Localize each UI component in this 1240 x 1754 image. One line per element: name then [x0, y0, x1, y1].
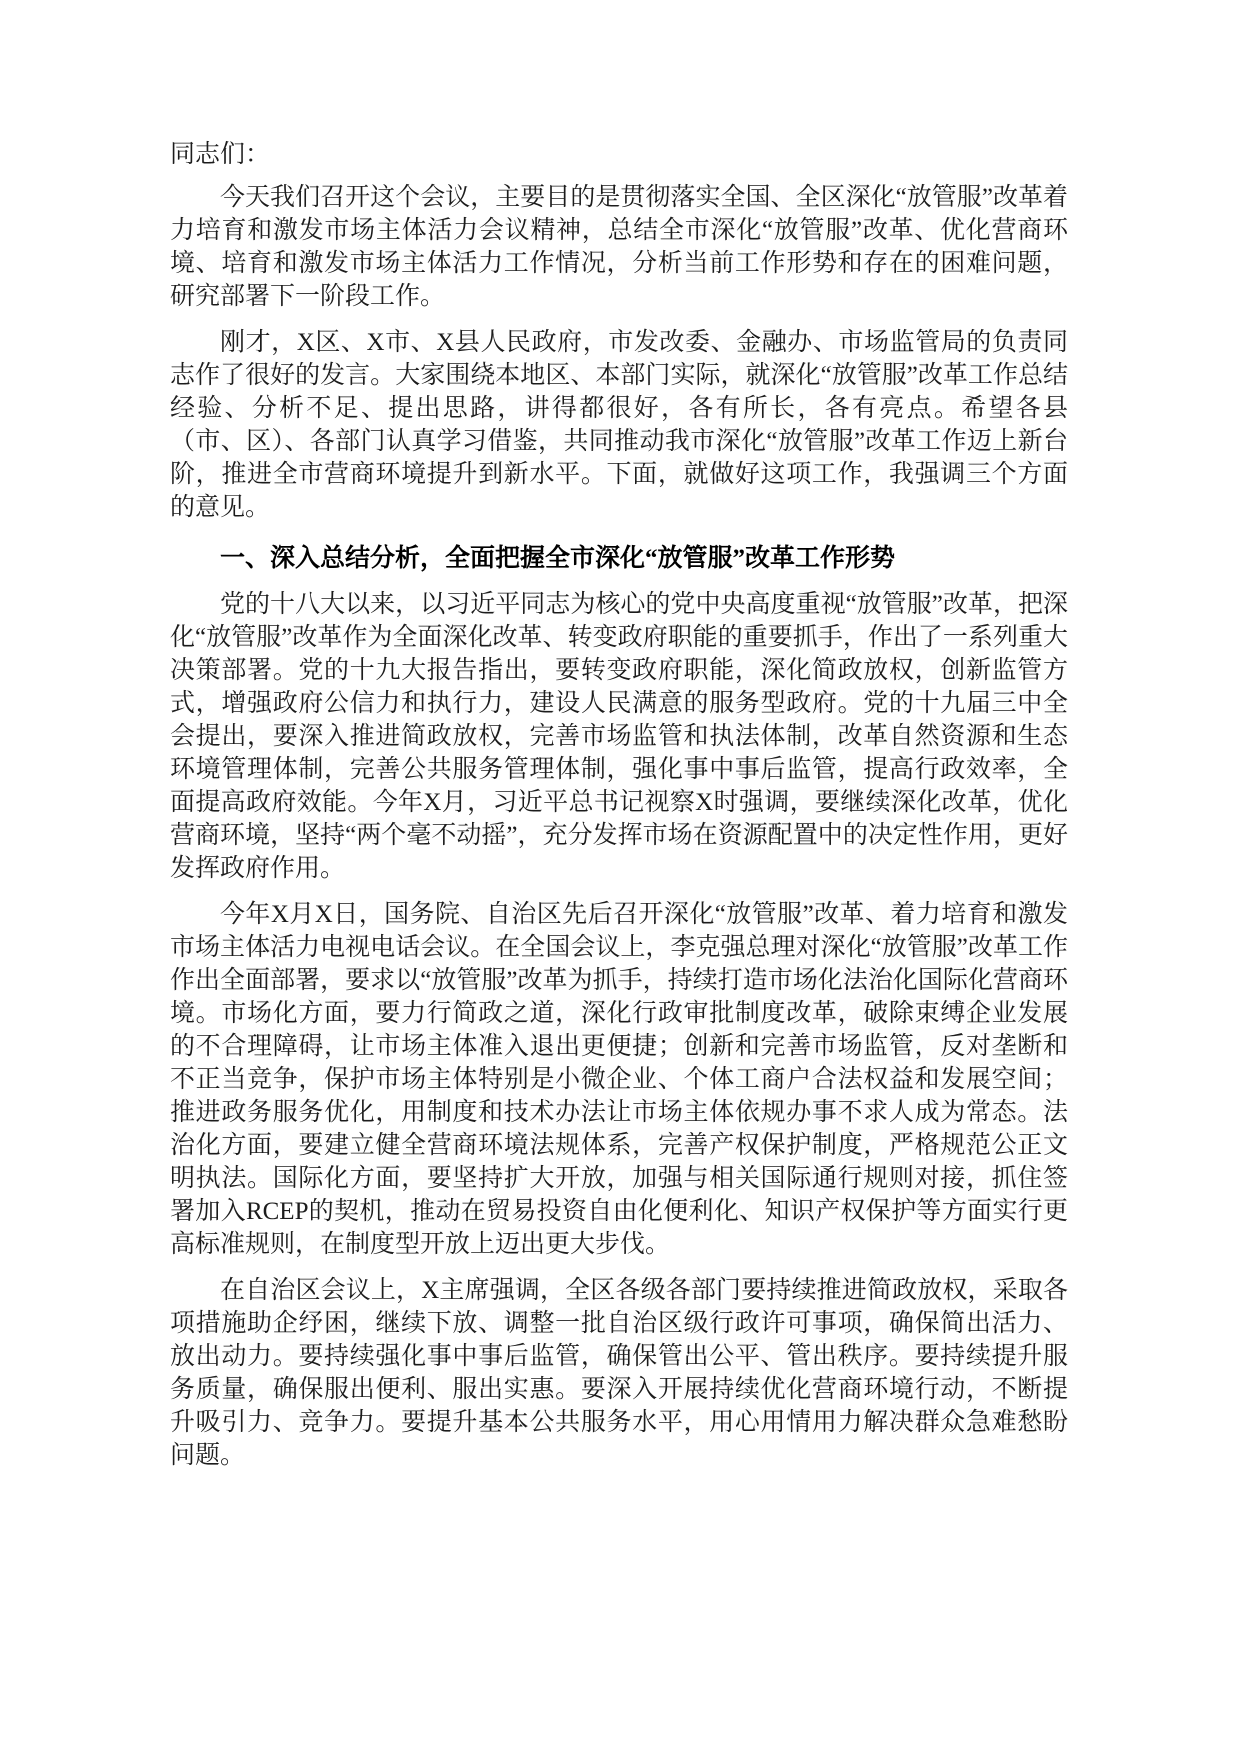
paragraph-section1-2: 今年X月X日，国务院、自治区先后召开深化“放管服”改革、着力培育和激发市场主体活力电视电话会议。在全国会议上，李克强总理对深化“放管服”改革工作作出全面部署，要求以“放管服”改革为抓手，持续打造市场化法治化国际化营商环境。市场化方面，要力行简政之道，深化行政审批制度改革，破除束缚企业发展的不合理障碍，让市场主体准入退出更便捷；创新和完善市场监管，反对垄断和不正当竞争，保护市场主体特别是小微企业、个体工商户合法权益和发展空间；推进政务服务优化，用制度和技术办法让市场主体依规办事不求人成为常态。法治化方面，要建立健全营商环境法规体系，完善产权保护制度，严格规范公正文明执法。国际化方面，要坚持扩大开放，加强与相关国际通行规则对接，抓住签署加入RCEP的契机，推动在贸易投资自由化便利化、知识产权保护等方面实行更高标准规则，在制度型开放上迈出更大步伐。 [170, 901, 1068, 1258]
paragraph-section1-1: 党的十八大以来，以习近平同志为核心的党中央高度重视“放管服”改革，把深化“放管服”改革作为全面深化改革、转变政府职能的重要抓手，作出了一系列重大决策部署。党的十九大报告指出，要转变政府职能，深化简政放权，创新监管方式，增强政府公信力和执行力，建设人民满意的服务型政府。党的十九届三中全会提出，要深入推进简政放权，完善市场监管和执法体制，改革自然资源和生态环境管理体制，完善公共服务管理体制，强化事中事后监管，提高行政效率，全面提高政府效能。今年X月，习近平总书记视察X时强调，要继续深化改革，优化营商环境，坚持“两个毫不动摇”，充分发挥市场在资源配置中的决定性作用，更好发挥政府作用。 [170, 591, 1068, 882]
paragraph-intro-1: 今天我们召开这个会议，主要目的是贯彻落实全国、全区深化“放管服”改革着力培育和激发市场主体活力会议精神，总结全市深化“放管服”改革、优化营商环境、培育和激发市场主体活力工作情况，分析当前工作形势和存在的困难问题，研究部署下一阶段工作。 [170, 184, 1068, 310]
section-heading-1: 一、深入总结分析，全面把握全市深化“放管服”改革工作形势 [220, 545, 896, 572]
salutation: 同志们： [170, 141, 271, 168]
paragraph-section1-3: 在自治区会议上，X主席强调，全区各级各部门要持续推进简政放权，采取各项措施助企纾困，继续下放、调整一批自治区级行政许可事项，确保简出活力、放出动力。要持续强化事中事后监管，确保管出公平、管出秩序。要持续提升服务质量，确保服出便利、服出实惠。要深入开展持续优化营商环境行动，不断提升吸引力、竞争力。要提升基本公共服务水平，用心用情用力解决群众急难愁盼问题。 [170, 1277, 1068, 1469]
paragraph-intro-2: 刚才，X区、X市、X县人民政府，市发改委、金融办、市场监管局的负责同志作了很好的发言。大家围绕本地区、本部门实际，就深化“放管服”改革工作总结经验、分析不足、提出思路，讲得都很好，各有所长，各有亮点。希望各县（市、区）、各部门认真学习借鉴，共同推动我市深化“放管服”改革工作迈上新台阶，推进全市营商环境提升到新水平。下面，就做好这项工作，我强调三个方面的意见。 [170, 329, 1068, 521]
